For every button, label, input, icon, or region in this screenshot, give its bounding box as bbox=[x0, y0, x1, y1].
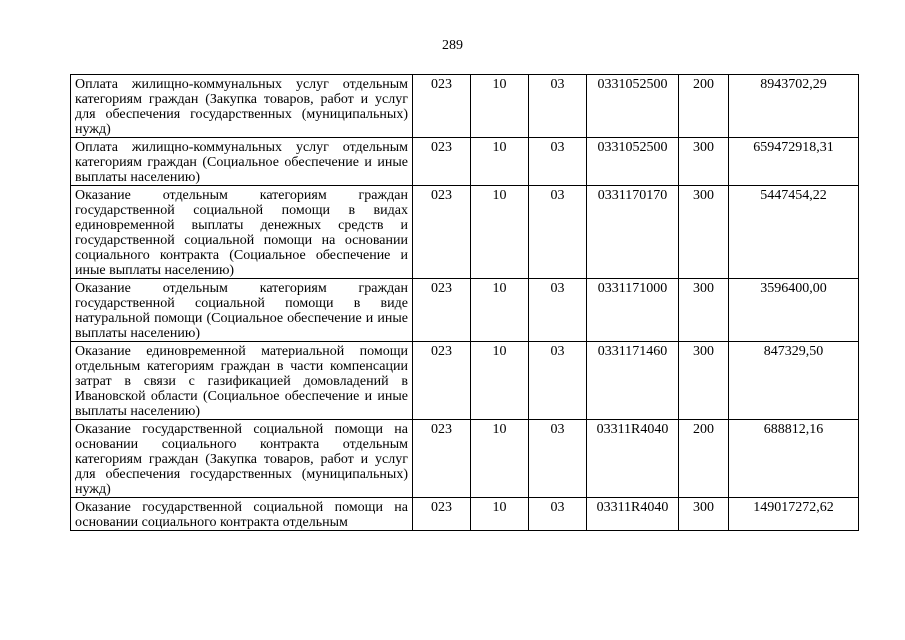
ministry-code: 023 bbox=[413, 75, 471, 138]
section-code: 10 bbox=[471, 279, 529, 342]
target-article-code: 03311R4040 bbox=[587, 420, 679, 498]
target-article-code: 03311R4040 bbox=[587, 498, 679, 531]
section-code: 10 bbox=[471, 75, 529, 138]
subsection-code: 03 bbox=[529, 342, 587, 420]
table-row bbox=[71, 420, 859, 498]
expense-type-code: 300 bbox=[679, 138, 729, 186]
section-code: 10 bbox=[471, 498, 529, 531]
ministry-code: 023 bbox=[413, 279, 471, 342]
expense-type-code: 300 bbox=[679, 279, 729, 342]
amount-value: 659472918,31 bbox=[729, 138, 859, 186]
budget-table-body bbox=[71, 75, 859, 531]
amount-value: 149017272,62 bbox=[729, 498, 859, 531]
subsection-code: 03 bbox=[529, 138, 587, 186]
target-article-code: 0331052500 bbox=[587, 75, 679, 138]
table-row bbox=[71, 75, 859, 138]
row-description: Оказание отдельным категориям граждан государственной социальной помощи в виде натуральной помощи (Социальное обеспечение и иные выплаты населению) bbox=[71, 279, 413, 342]
subsection-code: 03 bbox=[529, 75, 587, 138]
amount-value: 8943702,29 bbox=[729, 75, 859, 138]
budget-table bbox=[70, 74, 859, 531]
expense-type-code: 200 bbox=[679, 420, 729, 498]
target-article-code: 0331171000 bbox=[587, 279, 679, 342]
page-number: 289 bbox=[442, 38, 463, 53]
row-description: Оказание государственной социальной помощи на основании социального контракта отдельным категориям граждан (Закупка товаров, работ и услуг для обеспечения государственных (муниципальных) нужд) bbox=[71, 420, 413, 498]
ministry-code: 023 bbox=[413, 498, 471, 531]
expense-type-code: 300 bbox=[679, 498, 729, 531]
section-code: 10 bbox=[471, 138, 529, 186]
table-row bbox=[71, 186, 859, 279]
expense-type-code: 300 bbox=[679, 342, 729, 420]
section-code: 10 bbox=[471, 420, 529, 498]
section-code: 10 bbox=[471, 342, 529, 420]
row-description: Оплата жилищно-коммунальных услуг отдельным категориям граждан (Социальное обеспечение и иные выплаты населению) bbox=[71, 138, 413, 186]
amount-value: 847329,50 bbox=[729, 342, 859, 420]
amount-value: 5447454,22 bbox=[729, 186, 859, 279]
row-description: Оказание отдельным категориям граждан государственной социальной помощи в видах единовременной выплаты денежных средств и государственной социальной помощи на основании социального контракта (Социальное обеспечение и иные выплаты населению) bbox=[71, 186, 413, 279]
table-row bbox=[71, 138, 859, 186]
row-description: Оплата жилищно-коммунальных услуг отдельным категориям граждан (Закупка товаров, работ и услуг для обеспечения государственных (муниципальных) нужд) bbox=[71, 75, 413, 138]
table-row bbox=[71, 498, 859, 531]
subsection-code: 03 bbox=[529, 279, 587, 342]
table-row bbox=[71, 342, 859, 420]
ministry-code: 023 bbox=[413, 138, 471, 186]
ministry-code: 023 bbox=[413, 186, 471, 279]
amount-value: 3596400,00 bbox=[729, 279, 859, 342]
table-row bbox=[71, 279, 859, 342]
target-article-code: 0331170170 bbox=[587, 186, 679, 279]
ministry-code: 023 bbox=[413, 420, 471, 498]
subsection-code: 03 bbox=[529, 186, 587, 279]
subsection-code: 03 bbox=[529, 420, 587, 498]
amount-value: 688812,16 bbox=[729, 420, 859, 498]
section-code: 10 bbox=[471, 186, 529, 279]
target-article-code: 0331052500 bbox=[587, 138, 679, 186]
expense-type-code: 300 bbox=[679, 186, 729, 279]
subsection-code: 03 bbox=[529, 498, 587, 531]
target-article-code: 0331171460 bbox=[587, 342, 679, 420]
row-description: Оказание государственной социальной помощи на основании социального контракта отдельным bbox=[71, 498, 413, 531]
row-description: Оказание единовременной материальной помощи отдельным категориям граждан в части компенсации затрат в связи с газификацией домовладений в Ивановской области (Социальное обеспечение и иные выплаты населению) bbox=[71, 342, 413, 420]
ministry-code: 023 bbox=[413, 342, 471, 420]
expense-type-code: 200 bbox=[679, 75, 729, 138]
